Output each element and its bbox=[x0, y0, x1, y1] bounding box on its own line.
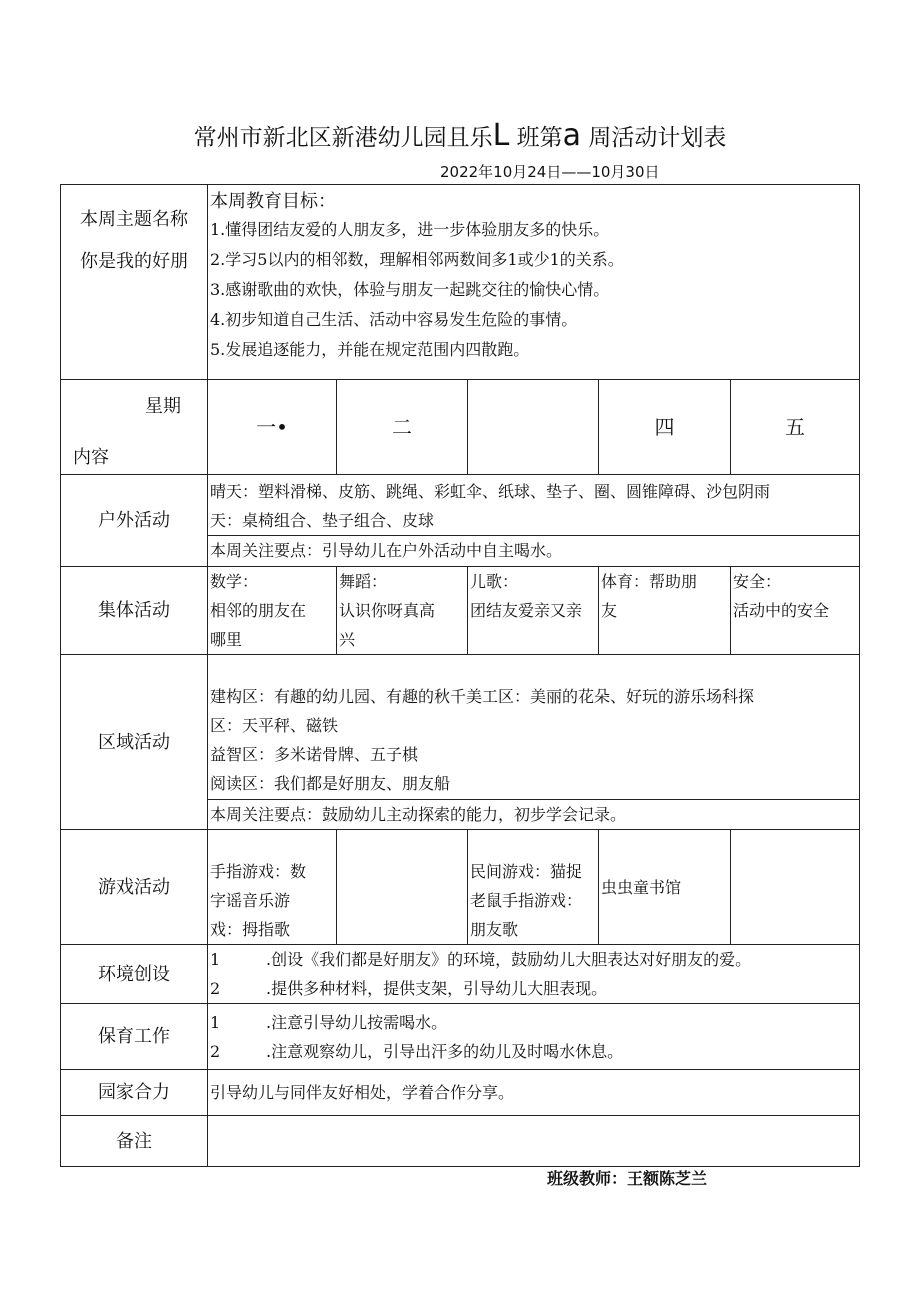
group-line: 安全： bbox=[733, 572, 782, 591]
care-item: 2 .注意观察幼儿，引导出汗多的幼儿及时喝水休息。 bbox=[210, 1042, 624, 1061]
group-line: 体育：帮助朋 bbox=[601, 572, 698, 591]
area-line: 阅读区：我们都是好朋友、朋友船 bbox=[210, 774, 451, 793]
theme-name: 你是我的好朋 bbox=[80, 251, 188, 272]
goal-item: 5.发展追逐能力，并能在规定范围内四散跑。 bbox=[210, 340, 530, 359]
game-cell-monday bbox=[208, 830, 337, 945]
group-cell-wednesday bbox=[468, 567, 599, 655]
group-line: 儿歌： bbox=[470, 572, 519, 591]
theme-label-cell bbox=[61, 185, 208, 380]
game-label: 游戏活动 bbox=[61, 830, 208, 945]
group-row bbox=[61, 567, 860, 655]
day-wednesday bbox=[468, 380, 599, 475]
goal-item: 3.感谢歌曲的欢快，体验与朋友一起跳交往的愉快心情。 bbox=[210, 280, 610, 299]
group-line: 活动中的安全 bbox=[733, 601, 830, 620]
game-line: 朋友歌 bbox=[470, 920, 519, 939]
group-cell-friday bbox=[731, 567, 860, 655]
home-label: 园家合力 bbox=[61, 1070, 208, 1116]
theme-label: 本周主题名称 bbox=[80, 209, 188, 230]
outdoor-label: 户外活动 bbox=[61, 475, 208, 567]
game-line: 字谣音乐游 bbox=[210, 891, 291, 910]
game-cell-tuesday bbox=[337, 830, 468, 945]
game-line: 手指游戏：数 bbox=[210, 862, 307, 881]
home-row bbox=[61, 1070, 860, 1116]
day-thursday: 四 bbox=[599, 380, 731, 475]
group-line: 舞蹈： bbox=[339, 572, 388, 591]
outdoor-row bbox=[61, 475, 860, 567]
group-label: 集体活动 bbox=[61, 567, 208, 655]
goal-item: 1.懂得团结友爱的人朋友多，进一步体验朋友多的快乐。 bbox=[210, 220, 610, 239]
game-line: 老鼠手指游戏： bbox=[470, 891, 583, 910]
outdoor-cell bbox=[208, 475, 860, 567]
theme-row bbox=[61, 185, 860, 380]
care-row bbox=[61, 1004, 860, 1070]
goals-heading: 本周教育目标： bbox=[210, 191, 336, 212]
environment-cell bbox=[208, 945, 860, 1004]
notes-row bbox=[61, 1116, 860, 1167]
plan-table bbox=[60, 184, 860, 1167]
group-line: 相邻的朋友在 bbox=[210, 601, 307, 620]
game-line: 民间游戏：猫捉 bbox=[470, 862, 583, 881]
group-line: 团结友爱亲又亲 bbox=[470, 601, 583, 620]
group-line: 兴 bbox=[339, 630, 356, 649]
goals-cell bbox=[208, 185, 860, 380]
environment-item: 1 .创设《我们都是好朋友》的环境，鼓励幼儿大胆表达对好朋友的爱。 bbox=[210, 950, 752, 969]
area-row bbox=[61, 655, 860, 830]
environment-row bbox=[61, 945, 860, 1004]
weekday-corner-cell bbox=[61, 380, 208, 475]
game-line: 戏：拇指歌 bbox=[210, 920, 291, 939]
outdoor-focus: 本周关注要点：引导幼儿在户外活动中自主喝水。 bbox=[208, 535, 859, 565]
environment-item: 2 .提供多种材料，提供支架，引导幼儿大胆表现。 bbox=[210, 979, 608, 998]
day-tuesday: 二 bbox=[337, 380, 468, 475]
group-line: 数学： bbox=[210, 572, 259, 591]
area-label: 区域活动 bbox=[61, 655, 208, 830]
area-line: 区：天平秤、磁铁 bbox=[210, 716, 339, 735]
group-cell-thursday bbox=[599, 567, 731, 655]
goal-item: 4.初步知道自己生活、活动中容易发生危险的事情。 bbox=[210, 310, 578, 329]
class-teachers: 班级教师：王额陈芝兰 bbox=[547, 1169, 708, 1188]
area-cell bbox=[208, 655, 860, 830]
group-line: 哪里 bbox=[210, 630, 243, 649]
game-row bbox=[61, 830, 860, 945]
area-focus: 本周关注要点：鼓励幼儿主动探索的能力，初步学会记录。 bbox=[208, 799, 859, 829]
weekday-label: 星期 bbox=[145, 396, 181, 417]
page-title: 常州市新北区新港幼儿园且乐L 班第a 周活动计划表 bbox=[193, 118, 727, 153]
group-line: 认识你呀真高 bbox=[339, 601, 436, 620]
game-cell-thursday bbox=[599, 830, 731, 945]
weekday-header-row bbox=[61, 380, 860, 475]
notes-text bbox=[208, 1116, 860, 1167]
environment-label: 环境创设 bbox=[61, 945, 208, 1004]
day-friday: 五 bbox=[731, 380, 860, 475]
care-label: 保育工作 bbox=[61, 1004, 208, 1070]
outdoor-line: 天：桌椅组合、垫子组合、皮球 bbox=[210, 511, 435, 530]
home-text: 引导幼儿与同伴友好相处，学着合作分享。 bbox=[208, 1070, 860, 1116]
group-line: 友 bbox=[601, 601, 618, 620]
content-label: 内容 bbox=[73, 447, 109, 468]
group-cell-tuesday bbox=[337, 567, 468, 655]
day-monday: 一• bbox=[208, 380, 337, 475]
game-cell-friday bbox=[731, 830, 860, 945]
game-cell-wednesday bbox=[468, 830, 599, 945]
notes-label: 备注 bbox=[61, 1116, 208, 1167]
goal-item: 2.学习5以内的相邻数，理解相邻两数间多1或少1的关系。 bbox=[210, 250, 624, 269]
area-line: 建构区：有趣的幼儿园、有趣的秋千美工区：美丽的花朵、好玩的游乐场科探 bbox=[210, 687, 755, 706]
game-line: 虫虫童书馆 bbox=[601, 877, 682, 897]
outdoor-line: 晴天：塑料滑梯、皮筋、跳绳、彩虹伞、纸球、垫子、圈、圆锥障碍、沙包阴雨 bbox=[210, 482, 771, 501]
date-range: 2022年10月24日——10月30日 bbox=[440, 163, 660, 181]
group-cell-monday bbox=[208, 567, 337, 655]
care-cell bbox=[208, 1004, 860, 1070]
area-line: 益智区：多米诺骨牌、五子棋 bbox=[210, 745, 419, 764]
care-item: 1 .注意引导幼儿按需喝水。 bbox=[210, 1013, 448, 1032]
